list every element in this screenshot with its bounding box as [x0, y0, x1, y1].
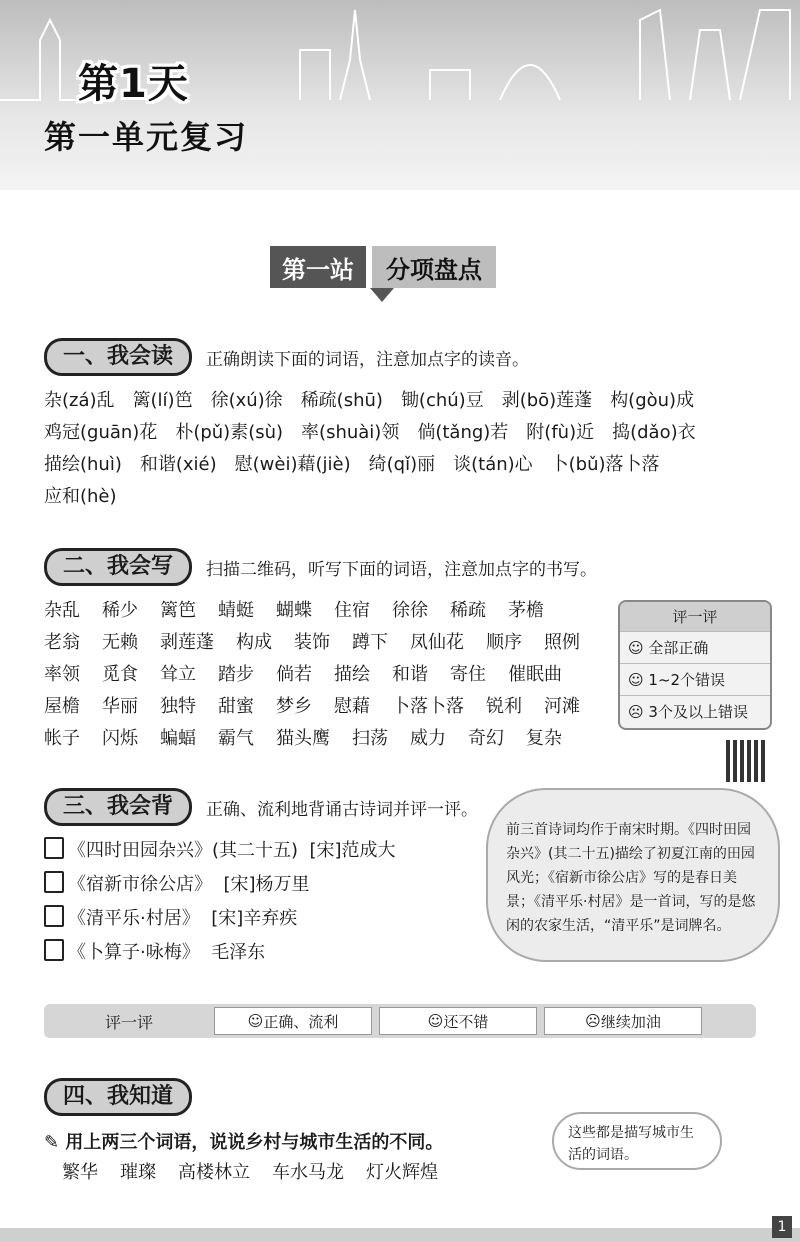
write-word: 稀疏: [450, 600, 486, 621]
write-word: 倘若: [276, 664, 312, 685]
write-word: 徐徐: [392, 600, 428, 621]
eval-option-label: 全部正确: [648, 639, 709, 657]
hint-bubble: 这些都是描写城市生活的词语。: [552, 1112, 722, 1170]
read-word: 稀疏(shū): [300, 390, 383, 411]
eval-option-label: 3个及以上错误: [648, 703, 748, 721]
write-word: 锐利: [486, 696, 522, 717]
book-icon: [44, 837, 64, 859]
section-know-title: 四、我知道: [44, 1078, 192, 1116]
write-word: 篱笆: [160, 600, 196, 621]
read-word: 捣(dǎo)衣: [612, 422, 696, 443]
poem-author: 毛泽东: [211, 942, 266, 963]
read-word: 朴(pǔ)素(sù): [175, 422, 284, 443]
station-banner: [270, 246, 496, 288]
know-word: 灯火辉煌: [366, 1162, 438, 1183]
write-word: 闪烁: [102, 728, 138, 749]
read-line-1: [44, 386, 712, 412]
write-word: 猫头鹰: [276, 728, 330, 749]
read-word: 描绘(huì): [44, 454, 122, 475]
know-task-text: 用上两三个词语，说说乡村与城市生活的不同。: [65, 1132, 444, 1153]
book-icon: [44, 871, 64, 893]
section-recite-title: 三、我会背: [44, 788, 192, 826]
write-word: 华丽: [102, 696, 138, 717]
read-word: 应和(hè): [44, 486, 117, 507]
eval-option-label: 1~2个错误: [648, 671, 726, 689]
eval-option[interactable]: [620, 663, 770, 695]
poem-title: 《宿新市徐公店》: [68, 874, 212, 895]
qr-code-icon[interactable]: [726, 740, 768, 782]
eval-option[interactable]: [620, 631, 770, 663]
write-word: 复杂: [526, 728, 562, 749]
write-word: 和谐: [392, 664, 428, 685]
read-word: 锄(chú)豆: [400, 390, 484, 411]
self-evaluation-box: [618, 600, 772, 730]
station-name: 分项盘点: [372, 246, 496, 288]
read-word: 剥(bō)莲蓬: [501, 390, 593, 411]
write-line-4: [44, 692, 602, 718]
poem-title: 《清平乐·村居》: [68, 908, 200, 929]
note-text: 前三首诗词均作于南宋时期。《四时田园杂兴》(其二十五)描绘了初夏江南的田园风光；《宿新市徐公店》写的是春日美景；《清平乐·村居》是一首词，写的是悠闲的农家生活，“清平乐”是词牌名。: [506, 822, 756, 934]
read-word: 篱(lí)笆: [132, 390, 193, 411]
write-word: 住宿: [334, 600, 370, 621]
know-word: 高楼林立: [178, 1162, 250, 1183]
poem-title: 《四时田园杂兴》(其二十五): [68, 840, 299, 861]
poem-author: [宋]范成大: [309, 840, 396, 861]
write-word: 蹲下: [352, 632, 388, 653]
write-word: 河滩: [544, 696, 580, 717]
write-word: 蝙蝠: [160, 728, 196, 749]
read-word: 倘(tǎng)若: [417, 422, 509, 443]
write-word: 梦乡: [276, 696, 312, 717]
read-line-3: [44, 450, 678, 476]
write-word: 杂乱: [44, 600, 80, 621]
graduation-cap-icon: ✎: [44, 1132, 66, 1153]
book-icon: [44, 939, 64, 961]
read-word: 构(gòu)成: [610, 390, 695, 411]
page-header: [0, 0, 800, 190]
unit-title: 第一单元复习: [44, 118, 249, 156]
write-word: 构成: [236, 632, 272, 653]
recite-evaluation-bar: [44, 1004, 756, 1038]
page-footer: [0, 1228, 800, 1242]
write-word: 描绘: [334, 664, 370, 685]
poem-title: 《卜算子·咏梅》: [68, 942, 200, 963]
write-word: 寄住: [450, 664, 486, 685]
write-word: 蝴蝶: [276, 600, 312, 621]
write-word: 觅食: [102, 664, 138, 685]
read-word: 和谐(xié): [139, 454, 217, 475]
eval-bar-option-label: 正确、流利: [263, 1012, 339, 1031]
write-word: 甜蜜: [218, 696, 254, 717]
section-recite-header: [44, 788, 478, 826]
write-word: 威力: [410, 728, 446, 749]
eval-bar-option-label: 还不错: [443, 1012, 489, 1031]
page-number: 1: [772, 1216, 792, 1238]
know-word: 车水马龙: [272, 1162, 344, 1183]
book-icon: [44, 905, 64, 927]
write-word: 无赖: [102, 632, 138, 653]
write-line-5: [44, 724, 584, 750]
write-line-2: [44, 628, 602, 654]
read-line-4: [44, 482, 135, 508]
section-read-desc: 正确朗读下面的词语，注意加点字的读音。: [206, 349, 530, 370]
poem-author: [宋]杨万里: [223, 874, 310, 895]
write-word: 霸气: [218, 728, 254, 749]
read-word: 慰(wèi)藉(jiè): [234, 454, 351, 475]
know-task: [44, 1128, 443, 1154]
know-word-list: [62, 1158, 460, 1184]
write-word: 帐子: [44, 728, 80, 749]
day-title: 第1天: [78, 61, 189, 107]
write-word: 率领: [44, 664, 80, 685]
read-word: 绮(qǐ)丽: [368, 454, 436, 475]
write-word: 屋檐: [44, 696, 80, 717]
read-word: 谈(tán)心: [453, 454, 533, 475]
smiley-icon: ☺: [628, 671, 649, 689]
eval-option[interactable]: [620, 695, 770, 727]
write-word: 奇幻: [468, 728, 504, 749]
self-evaluation-title: 评一评: [620, 602, 770, 631]
read-word: 附(fù)近: [526, 422, 595, 443]
section-read-header: [44, 338, 529, 376]
station-number: 第一站: [270, 246, 366, 288]
write-word: 茅檐: [508, 600, 544, 621]
write-word: 蜻蜓: [218, 600, 254, 621]
section-read-title: 一、我会读: [44, 338, 192, 376]
write-word: 照例: [544, 632, 580, 653]
write-word: 慰藉: [334, 696, 370, 717]
write-word: 耸立: [160, 664, 196, 685]
poem-item: [44, 938, 265, 964]
read-line-2: [44, 418, 714, 444]
eval-bar-option[interactable]: [379, 1007, 537, 1035]
read-word: 鸡冠(guān)花: [44, 422, 158, 443]
write-word: 稀少: [102, 600, 138, 621]
write-word: 凤仙花: [410, 632, 464, 653]
eval-bar-label: 评一评: [104, 1012, 153, 1032]
smiley-icon: ☹: [585, 1012, 601, 1030]
read-word: 徐(xú)徐: [210, 390, 283, 411]
write-word: 踏步: [218, 664, 254, 685]
eval-bar-option[interactable]: [214, 1007, 372, 1035]
poem-author: [宋]辛弃疾: [211, 908, 298, 929]
eval-bar-option-label: 继续加油: [600, 1012, 661, 1031]
read-word: 率(shuài)领: [301, 422, 400, 443]
smiley-icon: ☺: [427, 1012, 444, 1030]
write-word: 顺序: [486, 632, 522, 653]
poem-item: [44, 836, 396, 862]
eval-bar-option[interactable]: [544, 1007, 702, 1035]
write-word: 剥莲蓬: [160, 632, 214, 653]
smiley-icon: ☺: [247, 1012, 264, 1030]
write-line-3: [44, 660, 584, 686]
smiley-icon: ☹: [628, 703, 649, 721]
section-write-header: [44, 548, 597, 586]
station-pointer-icon: [370, 288, 394, 302]
section-write-title: 二、我会写: [44, 548, 192, 586]
section-write-desc: 扫描二维码，听写下面的词语，注意加点字的书写。: [206, 559, 598, 580]
know-word: 繁华: [62, 1162, 98, 1183]
section-know-header: [44, 1078, 192, 1116]
write-word: 独特: [160, 696, 196, 717]
read-word: 卜(bǔ)落卜落: [550, 454, 660, 475]
write-word: 卜落卜落: [392, 696, 464, 717]
poem-item: [44, 904, 297, 930]
read-word: 杂(zá)乱: [44, 390, 115, 411]
write-word: 扫荡: [352, 728, 388, 749]
poem-item: [44, 870, 310, 896]
write-word: 催眠曲: [508, 664, 562, 685]
write-line-1: [44, 596, 566, 622]
write-word: 装饰: [294, 632, 330, 653]
section-recite-desc: 正确、流利地背诵古诗词并评一评。: [206, 799, 479, 820]
know-word: 璀璨: [120, 1162, 156, 1183]
write-word: 老翁: [44, 632, 80, 653]
smiley-icon: ☺: [628, 639, 649, 657]
